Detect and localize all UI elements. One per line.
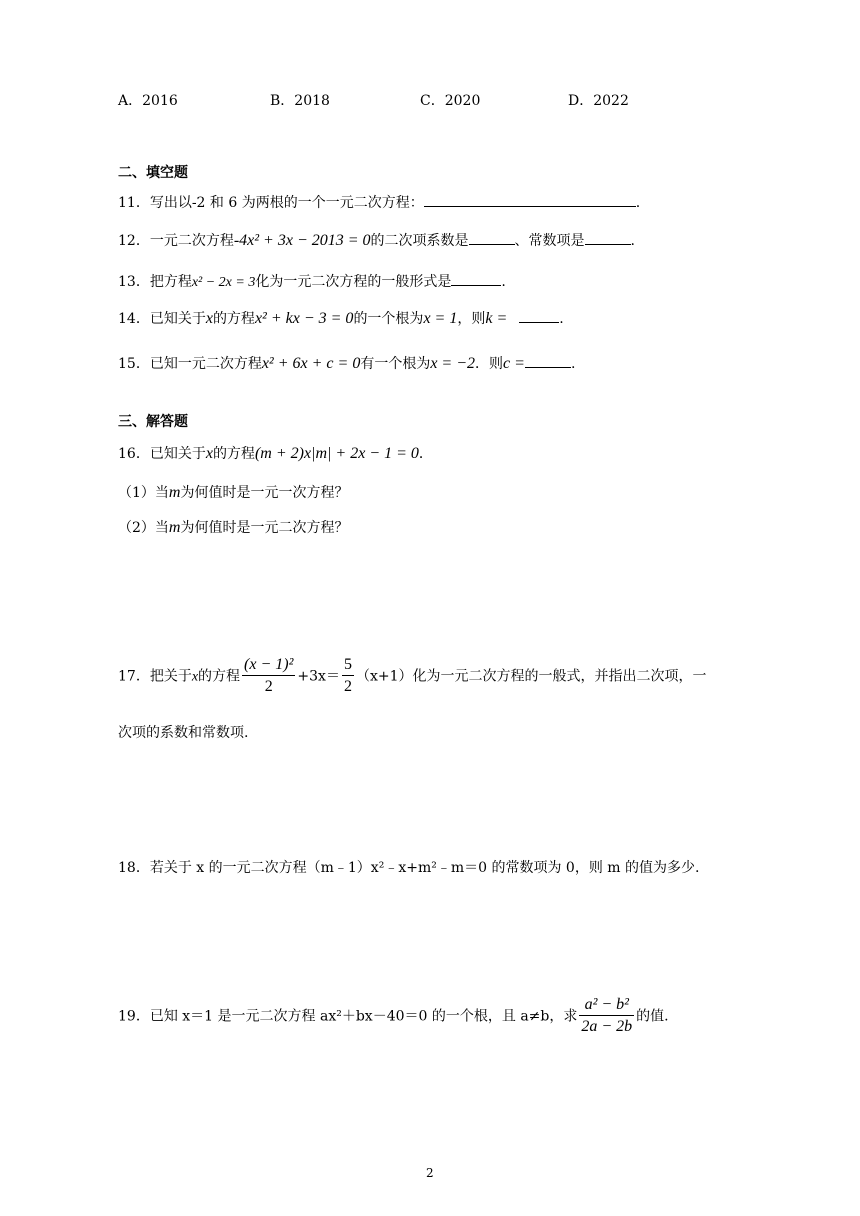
question-end: ． (418, 446, 433, 462)
fraction-numerator: 5 (343, 656, 352, 673)
question-14 (118, 308, 564, 328)
section-title-fill-in: 二、填空题 (118, 165, 188, 181)
option-letter: B． (270, 93, 295, 109)
question-end: . (630, 233, 635, 249)
sub-question-text: 为何值时是一元二次方程？ (180, 520, 349, 536)
question-16-part-1 (118, 482, 348, 502)
question-end: . (635, 195, 641, 211)
option-a (118, 90, 178, 110)
variable: x (205, 310, 213, 327)
question-text: 的方程 (212, 311, 255, 327)
fraction (242, 655, 295, 698)
fraction-denominator: 2 (342, 675, 354, 698)
question-text: 已知 x＝1 是一元二次方程 ax²＋bx－40＝0 的一个根，且 a≠b，求 (149, 1008, 578, 1025)
question-text: 把方程 (149, 274, 192, 290)
equation: x² + 6x + c = 0 (261, 355, 361, 372)
variable: m (168, 519, 181, 536)
question-text: 一元二次方程 (149, 233, 234, 249)
question-text: 的方程 (198, 668, 241, 685)
question-18 (118, 857, 699, 877)
question-number: 11． (118, 195, 150, 211)
question-text: （x+1）化为一元二次方程的一般式，并指出二次项，一 (355, 668, 707, 685)
equation: -4x² + 3x − 2013 = 0 (233, 232, 371, 249)
question-text: 的方程 (212, 446, 255, 462)
sub-question-label: （2）当 (118, 520, 169, 536)
root: x = −2 (430, 355, 476, 372)
fraction-numerator: a² − b² (584, 996, 629, 1013)
question-text: 把关于 (149, 668, 192, 685)
question-text: 化为一元二次方程的一般形式是 (255, 274, 452, 290)
question-text: ．则 (475, 356, 504, 372)
unknown-c: c = (503, 355, 525, 372)
question-text: +3x＝ (297, 668, 340, 685)
variable: m (168, 484, 181, 501)
question-16 (118, 443, 433, 463)
question-16-part-2 (118, 517, 348, 537)
question-text: ，则 (457, 311, 486, 327)
sub-question-label: （1）当 (118, 485, 169, 501)
option-value: 2020 (444, 93, 481, 109)
option-value: 2018 (294, 93, 330, 109)
answer-blank (424, 192, 636, 207)
question-15 (118, 353, 575, 373)
question-text: 有一个根为 (360, 356, 431, 372)
question-17 (118, 655, 707, 698)
question-19 (118, 995, 669, 1038)
question-text: 的值. (636, 1008, 669, 1025)
answer-blank (585, 230, 631, 245)
question-text: 写出以-2 和 6 为两根的一个一元二次方程： (149, 195, 424, 211)
question-text: 已知关于 (149, 446, 206, 462)
question-end: . (501, 274, 506, 290)
option-value: 2016 (142, 93, 178, 109)
answer-blank (525, 353, 571, 368)
root: x = 1 (423, 310, 458, 327)
option-letter: D． (568, 93, 594, 109)
answer-blank (451, 271, 501, 286)
question-number: 12． (118, 233, 150, 249)
fraction (579, 995, 634, 1038)
question-text: 、常数项是 (514, 233, 585, 249)
fraction-numerator: (x − 1)² (244, 656, 294, 673)
equation: x² + kx − 3 = 0 (254, 310, 354, 327)
answer-blank (519, 308, 559, 323)
option-d (568, 90, 629, 110)
option-letter: A． (118, 93, 143, 109)
section-title-solve: 三、解答题 (118, 414, 188, 430)
page-number: 2 (426, 1166, 434, 1180)
equation: x² − 2x = 3 (191, 275, 256, 290)
option-value: 2022 (593, 93, 629, 109)
question-number: 13． (118, 274, 150, 290)
question-number: 18． (118, 860, 150, 876)
variable: x (205, 445, 213, 462)
option-letter: C． (420, 93, 445, 109)
variable: x (191, 669, 199, 685)
question-text: 的一个根为 (353, 311, 424, 327)
question-text: 若关于 x 的一元二次方程（m﹣1）x²﹣x+m²﹣m＝0 的常数项为 0，则 m 的值为多少. (149, 860, 700, 876)
question-text: 已知一元二次方程 (149, 356, 262, 372)
question-end: . (559, 311, 564, 327)
question-number: 16． (118, 446, 150, 462)
question-text: 的二次项系数是 (370, 233, 469, 249)
question-number: 14． (118, 311, 150, 327)
question-13 (118, 271, 506, 291)
equation: (m + 2)x|m| + 2x − 1 = 0 (254, 445, 419, 462)
option-c (420, 90, 480, 110)
answer-blank (469, 230, 515, 245)
question-number: 19． (118, 1008, 150, 1025)
fraction-denominator: 2 (242, 675, 295, 698)
fraction (342, 655, 354, 698)
question-number: 15． (118, 356, 150, 372)
sub-question-text: 为何值时是一元一次方程？ (180, 485, 349, 501)
unknown-k: k = (485, 310, 508, 327)
question-text: 已知关于 (149, 311, 206, 327)
question-end: . (570, 356, 576, 372)
question-number: 17． (118, 668, 150, 685)
option-b (270, 90, 330, 110)
fraction-denominator: 2a − 2b (579, 1015, 634, 1038)
question-17-line-2: 次项的系数和常数项. (118, 725, 249, 741)
question-11 (118, 192, 640, 212)
question-12 (118, 230, 635, 250)
